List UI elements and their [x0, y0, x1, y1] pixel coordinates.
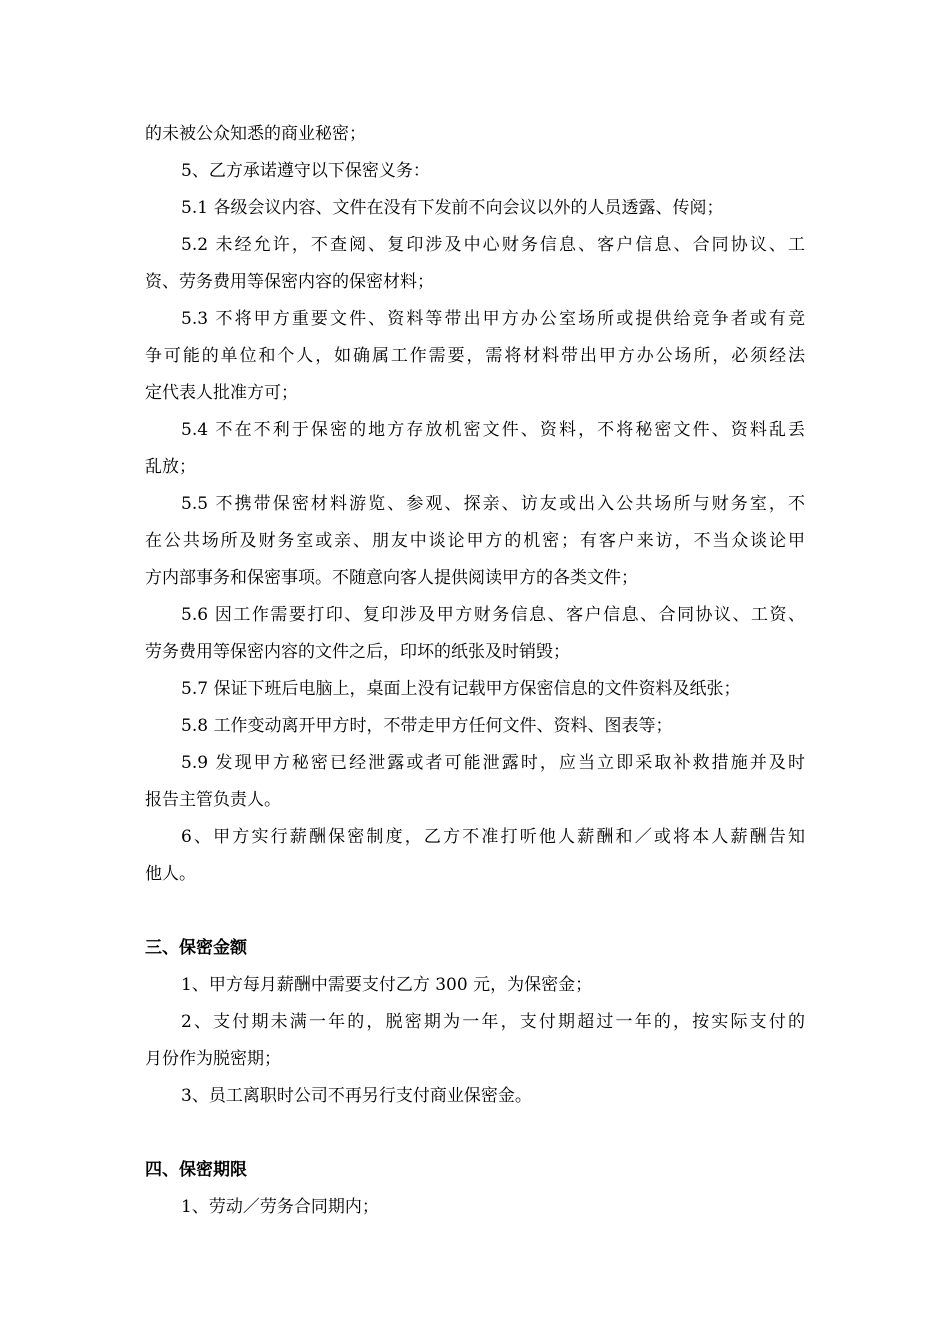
clause-5-4-line-1: 5.4 不在不利于保密的地方存放机密文件、资料，不将秘密文件、资料乱丢 — [181, 420, 805, 440]
clause-5-2-line-1: 5.2 未经允许，不查阅、复印涉及中心财务信息、客户信息、合同协议、工 — [181, 235, 805, 255]
section-3-item-2-line-1: 2、支付期未满一年的，脱密期为一年，支付期超过一年的，按实际支付的 — [181, 1012, 805, 1032]
section-3-item-3: 3、员工离职时公司不再另行支付商业保密金。 — [181, 1086, 532, 1106]
clause-5-4-line-2: 乱放； — [145, 457, 196, 477]
clause-5-9-line-1: 5.9 发现甲方秘密已经泄露或者可能泄露时，应当立即采取补救措施并及时 — [181, 753, 805, 773]
clause-5-intro: 5、乙方承诺遵守以下保密义务： — [181, 161, 430, 181]
clause-5-8: 5.8 工作变动离开甲方时，不带走甲方任何文件、资料、图表等； — [181, 716, 673, 736]
section-3-item-1: 1、甲方每月薪酬中需要支付乙方 300 元，为保密金； — [181, 975, 593, 995]
section-3-item-2-line-2: 月份作为脱密期； — [145, 1049, 281, 1069]
clause-5-3-line-2: 争可能的单位和个人，如确属工作需要，需将材料带出甲方办公场所，必须经法 — [145, 346, 805, 366]
clause-5-5-line-2: 在公共场所及财务室或亲、朋友中谈论甲方的机密；有客户来访，不当众谈论甲 — [145, 531, 805, 551]
clause-5-5-line-3: 方内部事务和保密事项。不随意向客人提供阅读甲方的各类文件； — [145, 568, 638, 588]
clause-5-2-line-2: 资、劳务费用等保密内容的保密材料； — [145, 272, 434, 292]
clause-6-line-2: 他人。 — [145, 864, 196, 884]
clause-5-5-line-1: 5.5 不携带保密材料游览、参观、探亲、访友或出入公共场所与财务室，不 — [181, 494, 805, 514]
clause-5-3-line-3: 定代表人批准方可； — [145, 383, 298, 403]
paragraph-line: 的未被公众知悉的商业秘密； — [145, 124, 366, 144]
clause-5-3-line-1: 5.3 不将甲方重要文件、资料等带出甲方办公室场所或提供给竞争者或有竞 — [181, 309, 805, 329]
clause-5-1: 5.1 各级会议内容、文件在没有下发前不向会议以外的人员透露、传阅； — [181, 198, 724, 218]
clause-5-6-line-2: 劳务费用等保密内容的文件之后，印坏的纸张及时销毁； — [145, 642, 570, 662]
clause-6-line-1: 6、甲方实行薪酬保密制度，乙方不准打听他人薪酬和／或将本人薪酬告知 — [181, 827, 805, 847]
section-4-item-1: 1、劳动／劳务合同期内； — [181, 1197, 379, 1217]
clause-5-6-line-1: 5.6 因工作需要打印、复印涉及甲方财务信息、客户信息、合同协议、工资、 — [181, 605, 805, 625]
section-4-heading: 四、保密期限 — [145, 1160, 247, 1180]
section-3-heading: 三、保密金额 — [145, 938, 247, 958]
clause-5-7: 5.7 保证下班后电脑上，桌面上没有记载甲方保密信息的文件资料及纸张； — [181, 679, 741, 699]
clause-5-9-line-2: 报告主管负责人。 — [145, 790, 281, 810]
